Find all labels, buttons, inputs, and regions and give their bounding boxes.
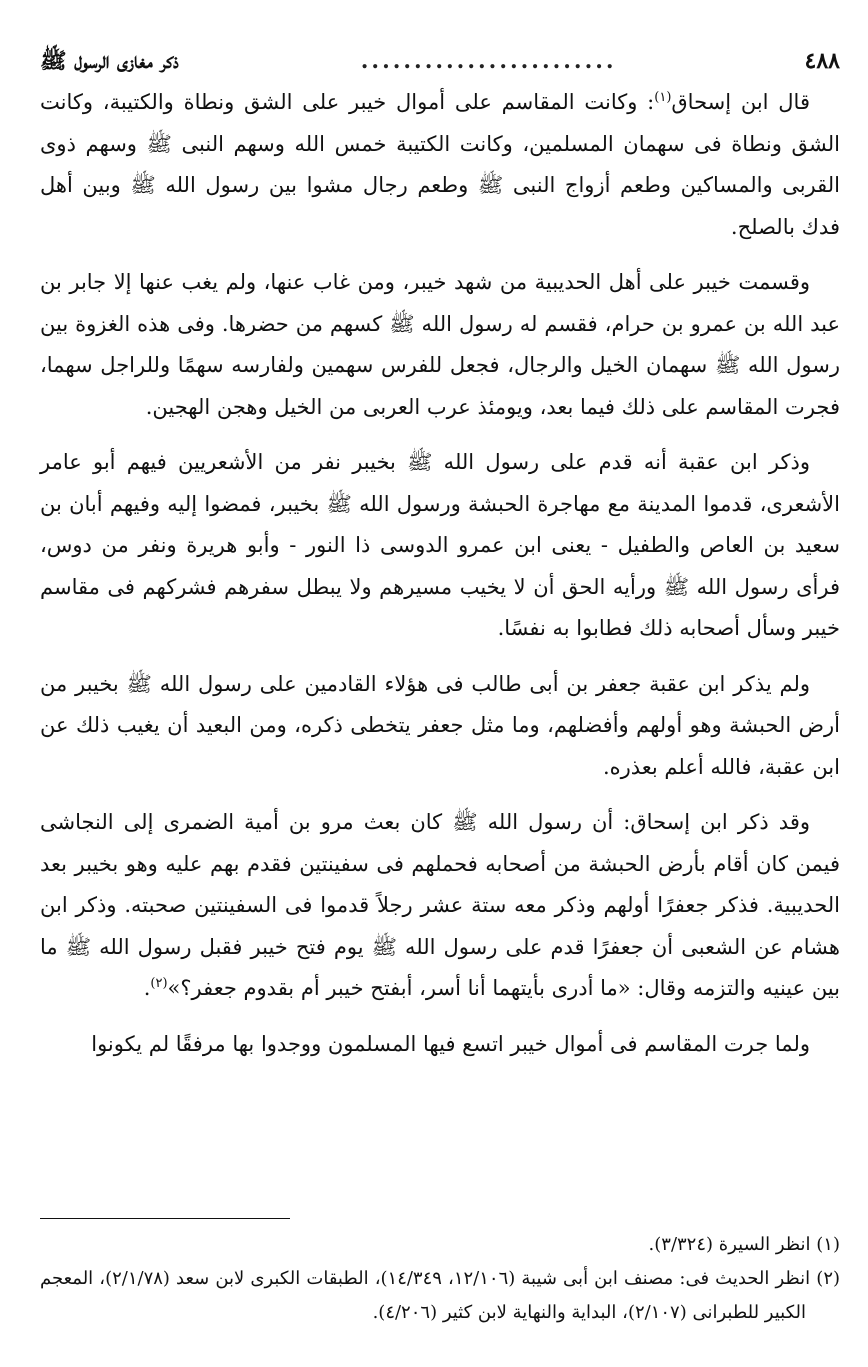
footnote-ref-2: (٢): [150, 976, 168, 991]
footnote-2: (٢) انظر الحديث فى: مصنف ابن أبى شيبة (١٢/١٠٦، ١٤/٣٤٩)، الطبقات الكبرى لابن سعد (٢/١/٧٨)، المعجم الكبير للطبرانى (٢/١٠٧)، البداية والنهاية لابن كثير (٤/٢٠٦).: [40, 1268, 841, 1323]
footnote-ref-1: (١): [654, 90, 672, 105]
footnotes: [40, 1228, 840, 1330]
footnote-1: (١) انظر السيرة (٣/٣٢٤).: [648, 1234, 840, 1255]
main-text: [40, 82, 840, 1065]
header-leader-dots: ........................: [360, 48, 617, 74]
paragraph-1-start: قال ابن إسحاق: [671, 90, 810, 114]
paragraph-5: [40, 802, 840, 1010]
page-number: ٤٨٨: [804, 48, 840, 74]
paragraph-2: وقسمت خيبر على أهل الحديبية من شهد خيبر، ومن غاب عنها، ولم يغب عنها إلا جابر بن عبد الله بن عمرو بن حرام، فقسم له رسول الله ﷺ كسهم من حضرها. وفى هذه الغزوة بين رسول الله ﷺ سهمان الخيل والرجال، فجعل للفرس سهمين ولفارسه سهمًا وللراجل سهما، فجرت المقاسم على ذلك فيما بعد، ويومئذ عرب العربى من الخيل وهجن الهجين.: [40, 270, 840, 419]
book-page: [40, 40, 840, 1347]
paragraph-5-rest: .: [143, 976, 151, 1000]
paragraph-3: وذكر ابن عقبة أنه قدم على رسول الله ﷺ بخيبر نفر من الأشعريين فيهم أبو عامر الأشعرى، قدموا المدينة مع مهاجرة الحبشة ورسول الله ﷺ بخيبر، فمضوا إليه وفيهم أبان بن سعيد بن العاص والطفيل - يعنى ابن عمرو الدوسى ذا النور - وأبو هريرة ونفر من دوس، فرأى رسول الله ﷺ ورأيه الحق أن لا يخيب مسيرهم ولا يبطل سفرهم فشركهم فى مقاسم خيبر وسأل أصحابه ذلك فطابوا به نفسًا.: [40, 450, 840, 640]
paragraph-1-rest: : وكانت المقاسم على أموال خيبر على الشق ونطاة والكتيبة، وكانت الشق ونطاة فى سهمان المسلمين، وكانت الكتيبة خمس الله وسهم النبى ﷺ وسهم ذوى القربى والمساكين وطعم أزواج النبى ﷺ وطعم رجال مشوا بين رسول الله ﷺ وبين أهل فدك بالصلح.: [40, 90, 840, 239]
paragraph-1: [40, 82, 840, 248]
paragraph-5-start: وقد ذكر ابن إسحاق: أن رسول الله ﷺ كان بعث مرو بن أمية الضمرى إلى النجاشى فيمن كان أقام بأرض الحبشة من أصحابه فحملهم فى سفينتين فقدم بهم عليه وهو بخيبر بعد الحديبية. فذكر جعفرًا أولهم وذكر معه ستة عشر رجلاً قدموا فى السفينتين صحبته. وذكر ابن هشام عن الشعبى أن جعفرًا قدم على رسول الله ﷺ يوم فتح خيبر فقبل رسول الله ﷺ ما بين عينيه والتزمه وقال: «ما أدرى بأيتهما أنا أسر، أبفتح خيبر أم بقدوم جعفر؟»: [40, 810, 840, 1000]
running-header: [40, 40, 840, 82]
paragraph-6: ولما جرت المقاسم فى أموال خيبر اتسع فيها المسلمون ووجدوا بها مرفقًا لم يكونوا: [91, 1031, 810, 1056]
header-title: ذكر مغازى الرسول ﷺ: [40, 48, 179, 74]
footnote-separator: [40, 1218, 290, 1219]
paragraph-4: ولم يذكر ابن عقبة جعفر بن أبى طالب فى هؤلاء القادمين على رسول الله ﷺ بخيبر من أرض الحبشة وهو أولهم وأفضلهم، وما مثل جعفر يتخطى ذكره، ومن البعيد أن يغيب ذلك عن ابن عقبة، فالله أعلم بعذره.: [40, 671, 840, 779]
